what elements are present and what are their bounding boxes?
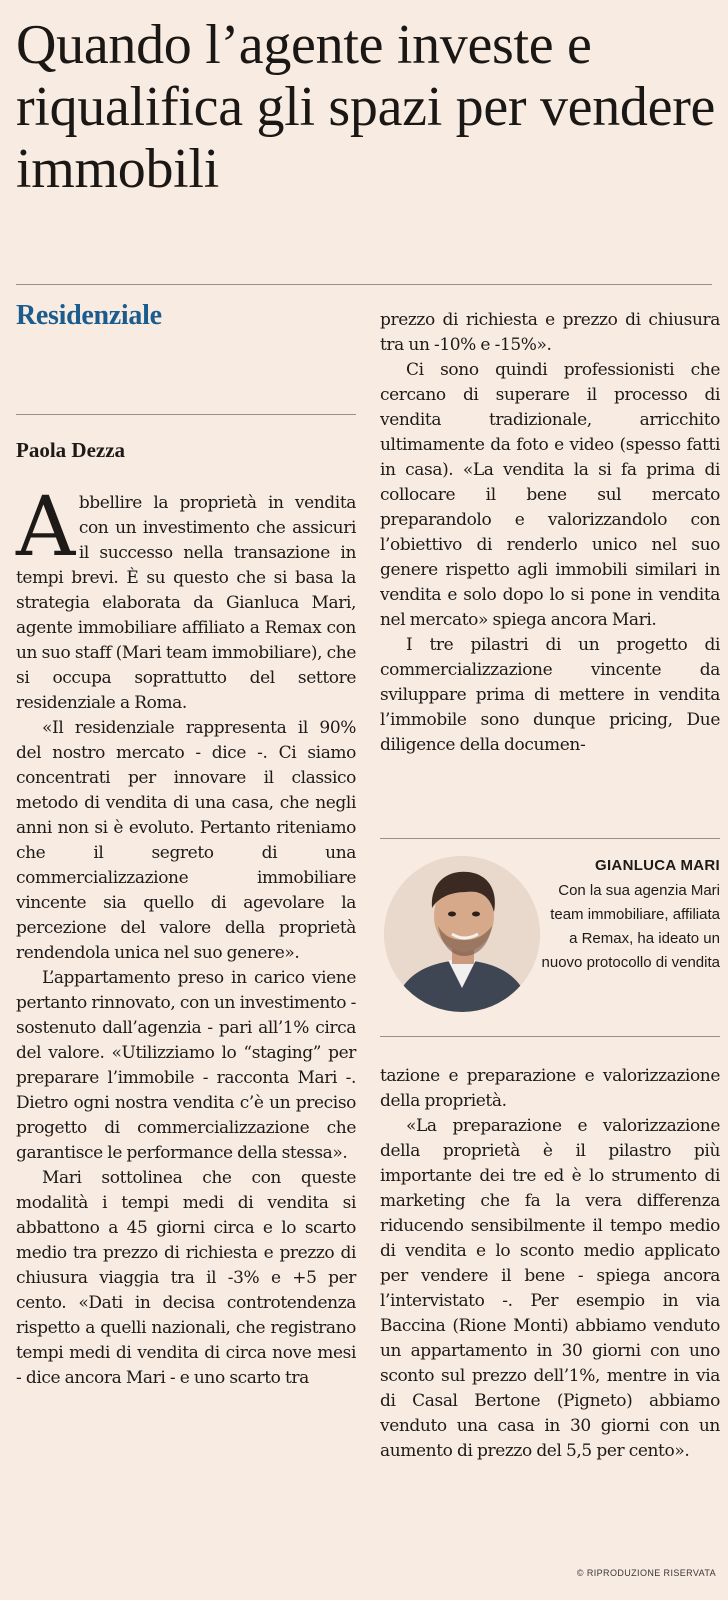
article-column-right-bottom — [380, 1064, 720, 1464]
sidebar-caption — [540, 856, 720, 975]
paragraph-continuation: prezzo di richiesta e prezzo di chiusura tra un -10% e -15%». — [380, 310, 720, 355]
divider-sidebar-bottom — [380, 1036, 720, 1037]
article-column-left — [16, 480, 356, 1391]
copyright-notice: © RIPRODUZIONE RISERVATA — [576, 1568, 716, 1578]
paragraph: L’appartamento preso in carico viene pertanto rinnovato, con un investimento - sostenuto dall’agenzia - pari all’1% circa del valore. «Utilizziamo lo “staging” per preparare l’immobile - racconta Mari -. Dietro ogni nostra vendita c’è un preciso progetto di commercializzazione che garantisce le performance della stessa». — [16, 968, 356, 1163]
divider-sidebar-top — [380, 838, 720, 839]
paragraph: I tre pilastri di un progetto di commercializzazione vincente da sviluppare prima di mettere in vendita l’immobile sono dunque pricing, Due diligence della documen- — [380, 635, 720, 755]
portrait-photo-icon — [384, 856, 540, 1012]
headline: Quando l’agente investe e riqualifica gli spazi per vendere immobili — [16, 14, 716, 200]
paragraph: Mari sottolinea che con queste modalità i tempi medi di vendita si abbattono a 45 giorni circa e lo scarto medio tra prezzo di richiesta e prezzo di chiusura viaggia tra il -3% e +5 per cento. «Dati in decisa controtendenza rispetto a quelli nazionali, che registrano tempi medi di vendita di circa nove mesi - dice ancora Mari - e uno scarto tra — [16, 1168, 356, 1388]
paragraph-continuation: tazione e preparazione e valorizzazione della proprietà. — [380, 1066, 720, 1111]
sidebar-text: Con la sua agenzia Mari team immobiliare, affiliata a Remax, ha ideato un nuovo protocollo di vendita — [541, 882, 720, 971]
divider-top — [16, 284, 712, 285]
section-label: Residenziale — [16, 300, 162, 331]
paragraph: Ci sono quindi professionisti che cercano di superare il processo di vendita tradizionale, arricchito ultimamente da foto e video (spesso fatti in casa). «La vendita la si fa prima di collocare il bene sul mercato preparandolo e valorizzandolo con l’obiettivo di renderlo unico nel suo genere rispetto agli immobili similari in vendita e solo dopo lo si pone in vendita nel mercato» spiega ancora Mari. — [380, 360, 720, 630]
byline: Paola Dezza — [16, 438, 126, 462]
sidebar-name: GIANLUCA MARI — [595, 857, 720, 874]
paragraph: Abbellire la proprietà in vendita con un investimento che assicuri il successo nella transazione in tempi brevi. È su questo che si basa la strategia elaborata da Gianluca Mari, agente immobiliare affiliato a Remax con un suo staff (Mari team immobiliare), che si occupa soprattutto del settore residenziale a Roma. — [16, 480, 356, 713]
divider-byline — [16, 414, 356, 415]
dropcap: A — [16, 480, 75, 575]
article-column-right-top — [380, 308, 720, 758]
paragraph: «Il residenziale rappresenta il 90% del nostro mercato - dice -. Ci siamo concentrati per innovare il classico metodo di vendita di una casa, che negli anni non si è evoluto. Pertanto riteniamo che il segreto di una commercializzazione immobiliare vincente sia quello di agevolare la percezione del valore della proprietà rendendola unica nel suo genere». — [16, 718, 356, 963]
paragraph: «La preparazione e valorizzazione della proprietà è il pilastro più importante dei tre ed è lo strumento di marketing che fa la vera differenza riducendo sensibilmente il tempo medio di vendita e lo sconto medio applicato per vendere il bene - spiega ancora l’intervistato -. Per esempio in via Baccina (Rione Monti) abbiamo venduto un appartamento in 30 giorni con uno sconto sul prezzo dell’1%, mentre in via di Casal Bertone (Pigneto) abbiamo venduto una casa in 30 giorni con un aumento di prezzo del 5,5 per cento». — [380, 1116, 720, 1461]
